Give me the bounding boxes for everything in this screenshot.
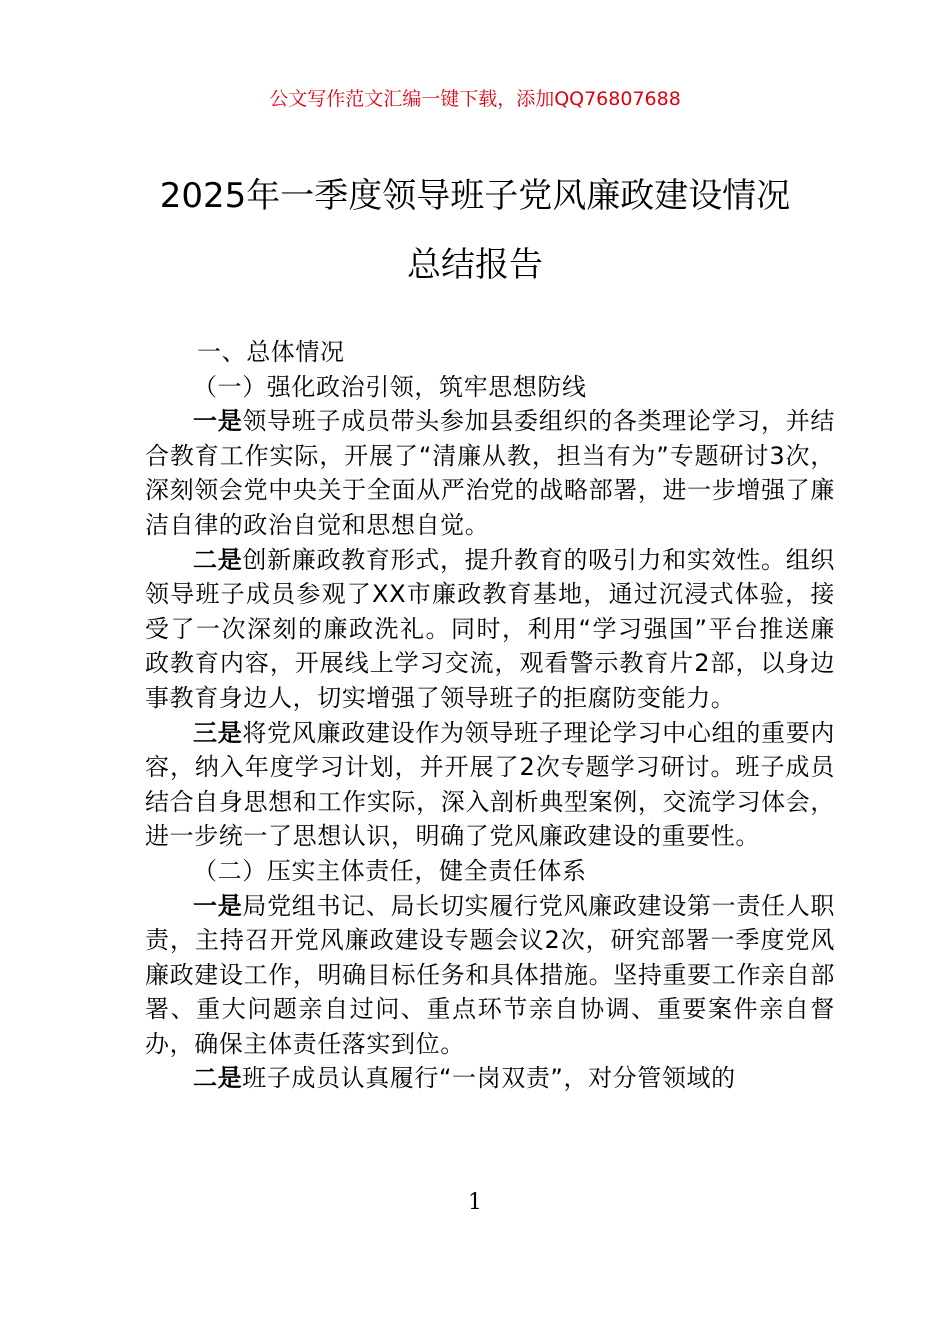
- paragraph-text: 将党风廉政建设作为领导班子理论学习中心组的重要内容，纳入年度学习计划，并开展了2次专题学习研讨。班子成员结合自身思想和工作实际，深入剖析典型案例，交流学习体会，进一步统一了思想认识，明确了党风廉政建设的重要性。: [145, 718, 836, 851]
- paragraph-2-2: [145, 1061, 835, 1096]
- paragraph-1-3: [145, 716, 835, 854]
- paragraph-lead: 二是: [193, 545, 243, 574]
- paragraph-text: 创新廉政教育形式，提升教育的吸引力和实效性。组织领导班子成员参观了XX市廉政教育基地，通过沉浸式体验，接受了一次深刻的廉政洗礼。同时，利用“学习强国”平台推送廉政教育内容，开展线上学习交流，观看警示教育片2部，以身边事教育身边人，切实增强了领导班子的拒腐防变能力。: [145, 545, 836, 712]
- document-body: [145, 335, 835, 1096]
- paragraph-1-1: [145, 404, 835, 542]
- document-title-line1: 2025年一季度领导班子党风廉政建设情况: [159, 176, 791, 216]
- page-number: 1: [468, 1190, 482, 1215]
- section-heading-overview: 一、总体情况: [197, 338, 345, 366]
- paragraph-lead: 一是: [193, 407, 243, 436]
- subsection-heading-1: （一）强化政治引领，筑牢思想防线: [193, 372, 587, 401]
- paragraph-lead: 三是: [193, 718, 243, 747]
- paragraph-lead: 二是: [193, 1064, 243, 1093]
- paragraph-text: 领导班子成员带头参加县委组织的各类理论学习，并结合教育工作实际，开展了“清廉从教，担当有为”专题研讨3次，深刻领会党中央关于全面从严治党的战略部署，进一步增强了廉洁自律的政治自觉和思想自觉。: [145, 407, 836, 539]
- paragraph-lead: 一是: [193, 891, 243, 920]
- header-note: 公文写作范文汇编一键下载，添加QQ76807688: [269, 88, 681, 110]
- subsection-heading-2: （二）压实主体责任，健全责任体系: [193, 856, 587, 885]
- paragraph-1-2: [145, 543, 835, 716]
- paragraph-text: 局党组书记、局长切实履行党风廉政建设第一责任人职责，主持召开党风廉政建设专题会议2次，研究部署一季度党风廉政建设工作，明确目标任务和具体措施。坚持重要工作亲自部署、重大问题亲自过问、重点环节亲自协调、重要案件亲自督办，确保主体责任落实到位。: [145, 891, 836, 1058]
- paragraph-2-1: [145, 889, 835, 1062]
- paragraph-text: 班子成员认真履行“一岗双责”，对分管领域的: [242, 1064, 736, 1093]
- document-title-line2: 总结报告: [407, 245, 543, 285]
